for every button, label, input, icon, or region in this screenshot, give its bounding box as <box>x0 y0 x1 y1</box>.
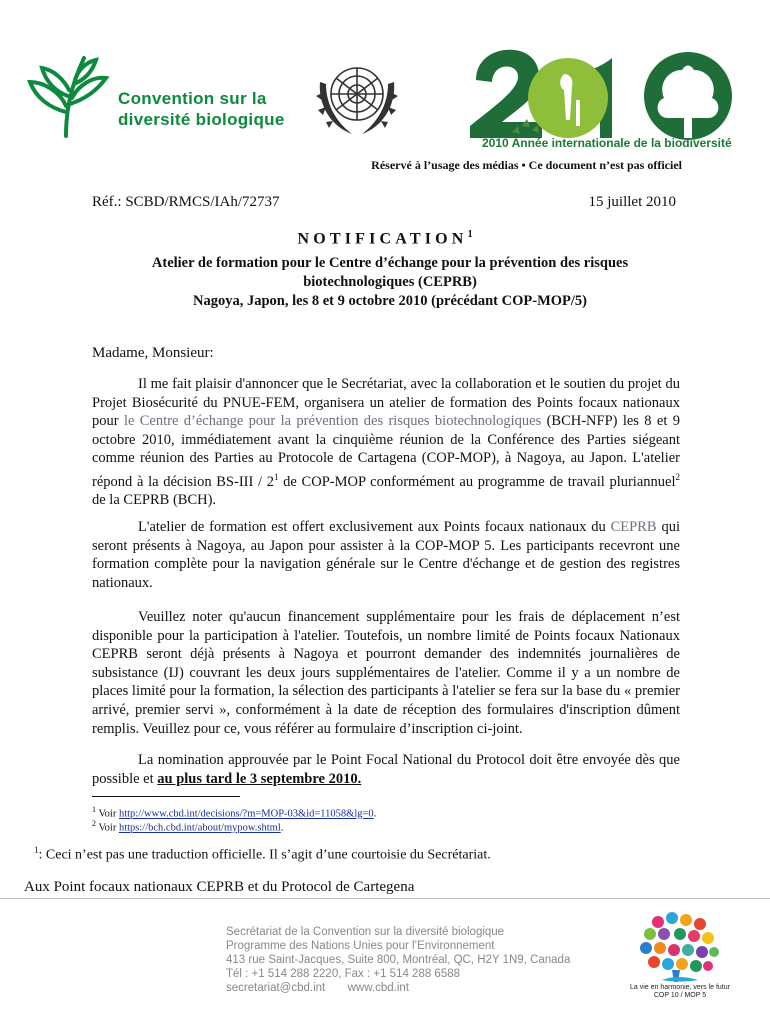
footnote-ref-1[interactable]: 1 <box>273 471 279 482</box>
footnote-2 <box>92 817 283 835</box>
p1-text-d: de la CEPRB (BCH). <box>92 492 217 509</box>
cbd-title-line2: diversité biologique <box>118 110 285 129</box>
footnote-1-suffix: . <box>373 808 377 820</box>
p2-text-a: L'atelier de formation est offert exclusivement aux Points focaux nationaux du <box>138 519 611 535</box>
footnote-2-prefix: Voir <box>98 822 119 834</box>
mypow-link[interactable]: https://bch.cbd.int/about/mypow.shtml <box>118 822 281 834</box>
footnote-1-prefix: Voir <box>98 808 119 820</box>
notification-title-text: NOTIFICATION <box>297 230 468 248</box>
footnote-1-number: 1 <box>92 805 96 814</box>
footer-divider <box>0 898 770 899</box>
footnote-ref-2[interactable]: 2 <box>675 471 680 482</box>
notification-title <box>0 229 770 248</box>
reference-number: Réf.: SCBD/RMCS/IAh/72737 <box>92 194 280 210</box>
p1-text-c: de COP-MOP conformément au programme de travail pluriannuel <box>278 473 676 490</box>
paragraph-2 <box>92 518 680 592</box>
cbd-title-line1: Convention sur la <box>118 89 267 108</box>
salutation: Madame, Monsieur: <box>92 345 214 361</box>
p1-text-b: (BCH-NFP) les 8 et 9 octobre 2010, immédiatement avant la cinquième réunion de la Conférence des Parties siégeant comme réunion des Parties au Protocole de Cartagena (COP-MOP), à Nagoya, au Japon. L'atelier répond à la décision BS-III / 2 <box>92 413 680 490</box>
cop10-caption-line1: La vie en harmonie, vers le futur <box>630 984 730 991</box>
p3-text: Veuillez noter qu'aucun financement supplémentaire pour les frais de déplacement n’est disponible pour la participation à l'atelier. Toutefois, un nombre limité de Points focaux Nationaux CEPRB seront déjà présents à Nagoya et pourront demander des indemnités journalières de subsistance (IJ) couvrant les deux jours supplémentaires de l'atelier. Comme il y a un nombre de places limité pour la formation, la sélection des participants à l'atelier se fera sur la base du « premier arrivé, premier servi », conformément à la date de réception des formulaires d'inscription dûment remplis. Veuillez pour ce, vous référer au formulaire d’inscription ci-joint. <box>92 609 680 737</box>
notification-subject <box>110 254 670 311</box>
footnote-divider <box>92 796 240 797</box>
footer-line1: Secrétariat de la Convention sur la diversité biologique <box>226 926 505 938</box>
addressee: Aux Point focaux nationaux CEPRB et du Protocol de Cartegena <box>24 879 415 895</box>
p2-text-b: qui seront présents à Nagoya, au Japon pour assister à la COP-MOP 5. Les participants recevront une formation complète pour la navigation générale sur le Centre d'échange et de gestion des registres nationaux. <box>92 519 680 591</box>
document-date: 15 juillet 2010 <box>588 194 676 210</box>
cbd-plant-logo <box>26 52 112 138</box>
translation-note-mark: 1 <box>34 845 39 855</box>
translation-note-text: : Ceci n’est pas une traduction officielle. Il s’agit d’une courtoisie du Secrétariat. <box>38 847 491 863</box>
notification-footnote-mark: 1 <box>467 229 473 240</box>
ceprb-link[interactable]: CEPRB <box>610 519 657 535</box>
footer-line2: Programme des Nations Unies pour l’Environnement <box>226 940 495 952</box>
iyb-caption: 2010 Année internationale de la biodiversité <box>482 136 732 150</box>
paragraph-1 <box>92 375 680 510</box>
deadline-text: au plus tard le 3 septembre 2010. <box>157 770 362 787</box>
footer-line5[interactable]: secretariat@cbd.int www.cbd.int <box>226 982 409 994</box>
cbd-title <box>118 88 285 130</box>
un-emblem-logo <box>302 42 412 152</box>
cop10-caption <box>628 984 732 1000</box>
footnote-2-number: 2 <box>92 819 96 828</box>
media-reserved-notice: Réservé à l’usage des médias • Ce document n’est pas officiel <box>371 158 682 172</box>
footer-line3: 413 rue Saint-Jacques, Suite 800, Montréal, QC, H2Y 1N9, Canada <box>226 954 571 966</box>
p1-text-a: Il me fait plaisir d'annoncer que le Secrétariat, avec la collaboration et le soutien du projet du Projet Biosécurité du PNUE-FEM, organisera un atelier de formation des Points focaux nationaux pour <box>92 376 680 430</box>
subject-line2: biotechnologiques (CEPRB) <box>303 274 477 290</box>
subject-line3: Nagoya, Japon, les 8 et 9 octobre 2010 (précédant COP-MOP/5) <box>193 293 587 309</box>
paragraph-3 <box>92 608 680 738</box>
subject-line1: Atelier de formation pour le Centre d’échange pour la prévention des risques <box>151 255 629 271</box>
p4-text-a: La nomination approuvée par le Point Focal National du Protocol doit être envoyée dès que possible et <box>92 752 680 787</box>
translation-note <box>34 845 491 864</box>
bch-link[interactable]: le Centre d’échange pour la prévention des risques biotechnologiques <box>123 413 542 430</box>
footer-line4: Tél : +1 514 288 2220, Fax : +1 514 288 6588 <box>226 968 461 980</box>
paragraph-4 <box>92 751 680 788</box>
footnote-2-suffix: . <box>280 822 284 834</box>
secretariat-address <box>226 925 570 995</box>
decision-link[interactable]: http://www.cbd.int/decisions/?m=MOP-03&id=11058&lg=0 <box>118 808 374 820</box>
cop10-caption-line2: COP 10 / MOP 5 <box>653 992 707 999</box>
